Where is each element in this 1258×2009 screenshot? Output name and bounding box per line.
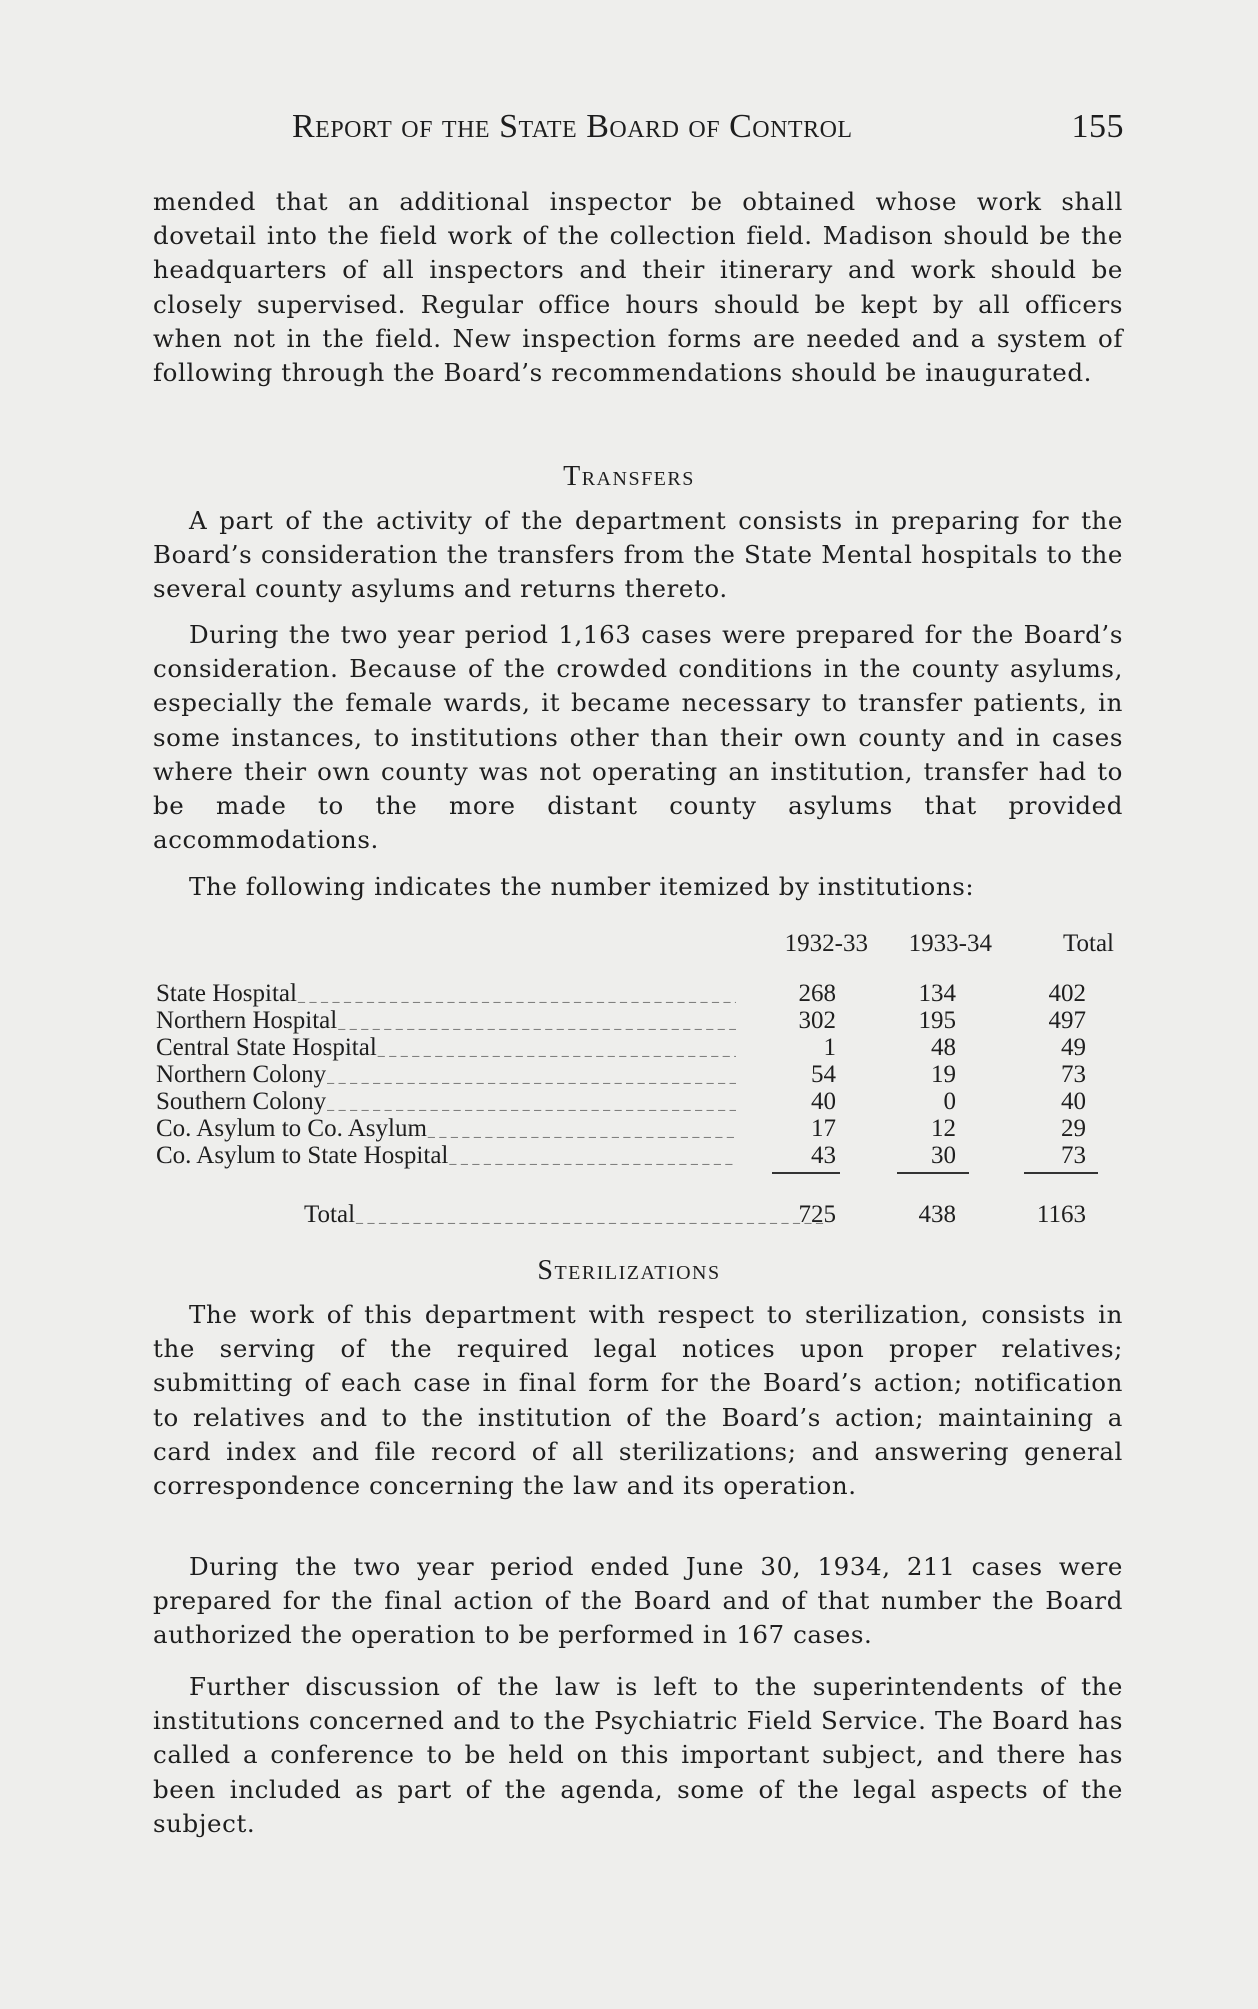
table-row [156, 1142, 1104, 1169]
cell-total: 497 [1048, 1007, 1086, 1034]
row-label: Northern Hospital _ _ _ [156, 1007, 736, 1038]
cell-1933-34: 48 [931, 1034, 956, 1061]
paragraph-transfers-period: During the two year period 1,163 cases were prepared for the Board’s consideration. Because of the crowded conditions in the county asylums, especially the female wards, it became necessary to transfer patients, in some instances, to institutions other than their own county and in cases where their own county was not operating an institution, transfer had to be made to the more distant county asylums that provided accommodations. [153, 620, 1123, 855]
total-1933-34: 438 [918, 1201, 956, 1228]
paragraph-further-discussion: Further discussion of the law is left to the superintendents of the institutions concerned and to the Psychiatric Field Service. The Board has called a conference to be held on this important subject, and there has been included as part of the agenda, some of the legal aspects of the subject. [153, 1672, 1123, 1838]
cell-1932-33: 54 [811, 1061, 836, 1088]
cell-total: 402 [1048, 980, 1086, 1007]
section-title-sterilizations: Sterilizations [537, 1255, 721, 1286]
row-label: Southern Colony _ _ _ [156, 1088, 736, 1119]
paragraph-transfers-intro: A part of the activity of the department consists in preparing for the Board’s consideration the transfers from the State Mental hospitals to the several county asylums and returns thereto. [153, 506, 1123, 604]
cell-total: 40 [1061, 1088, 1086, 1115]
column-header-1933-34: 1933-34 [908, 930, 992, 957]
sum-rule-total [1024, 1172, 1098, 1174]
cell-1932-33: 43 [811, 1142, 836, 1169]
cell-1932-33: 268 [798, 980, 836, 1007]
cell-1933-34: 12 [931, 1115, 956, 1142]
cell-1932-33: 40 [811, 1088, 836, 1115]
column-header-total: Total [1062, 930, 1114, 957]
table-row [156, 1088, 1104, 1115]
table-total-row [156, 1201, 1104, 1228]
cell-total: 29 [1061, 1115, 1086, 1142]
cell-total: 49 [1061, 1034, 1086, 1061]
table-row [156, 980, 1104, 1007]
column-header-1932-33: 1932-33 [784, 930, 868, 957]
cell-1932-33: 1 [823, 1034, 836, 1061]
paragraph-inspectors: mended that an additional inspector be obtained whose work shall dovetail into the field work of the collection field. Madison should be the headquarters of all inspectors and their itinerary and work should be closely supervised. Regular office hours should be kept by all officers when not in the field. New inspection forms are needed and a system of following through the Board’s recommendations should be inaugurated. [153, 187, 1123, 388]
running-header [292, 108, 1124, 146]
transfers-table [156, 930, 1114, 1228]
row-label: Co. Asylum to State Hospital _ _ _ [156, 1142, 736, 1173]
cell-1933-34: 19 [931, 1061, 956, 1088]
paragraph-sterilization-period: During the two year period ended June 30, 1934, 211 cases were prepared for the final action of the Board and of that number the Board authorized the operation to be performed in 167 cases. [153, 1552, 1123, 1650]
table-row [156, 1034, 1104, 1061]
row-label: Co. Asylum to Co. Asylum _ _ _ [156, 1115, 736, 1146]
cell-1932-33: 302 [798, 1007, 836, 1034]
cell-total: 73 [1061, 1142, 1086, 1169]
table-row [156, 1061, 1104, 1088]
total-label: Total _ _ _ [304, 1201, 824, 1232]
cell-1933-34: 30 [931, 1142, 956, 1169]
table-row [156, 1007, 1104, 1034]
row-label: State Hospital _ _ _ [156, 980, 736, 1011]
cell-1933-34: 0 [943, 1088, 956, 1115]
section-title-transfers: Transfers [563, 461, 695, 492]
table-row [156, 1115, 1104, 1142]
cell-1933-34: 134 [918, 980, 956, 1007]
cell-total: 73 [1061, 1061, 1086, 1088]
cell-1933-34: 195 [918, 1007, 956, 1034]
page-number: 155 [1071, 108, 1124, 145]
paragraph-sterilization-work: The work of this department with respect to sterilization, consists in the serving of the required legal notices upon proper relatives; submitting of each case in final form for the Board’s action; notification to relatives and to the institution of the Board’s action; maintaining a card index and file record of all sterilizations; and answering general correspondence concerning the law and its operation. [153, 1300, 1123, 1501]
cell-1932-33: 17 [811, 1115, 836, 1142]
header-title: Report of the State Board of Control [292, 108, 853, 145]
sum-rule-1932-33 [772, 1172, 840, 1174]
total-1932-33: 725 [798, 1201, 836, 1228]
row-label: Northern Colony _ _ _ [156, 1061, 736, 1092]
sum-rule-1933-34 [897, 1172, 969, 1174]
total-total: 1163 [1036, 1201, 1086, 1228]
paragraph-table-intro: The following indicates the number itemized by institutions: [189, 872, 975, 901]
row-label: Central State Hospital _ _ _ [156, 1034, 736, 1065]
table-header-row [156, 930, 1114, 980]
